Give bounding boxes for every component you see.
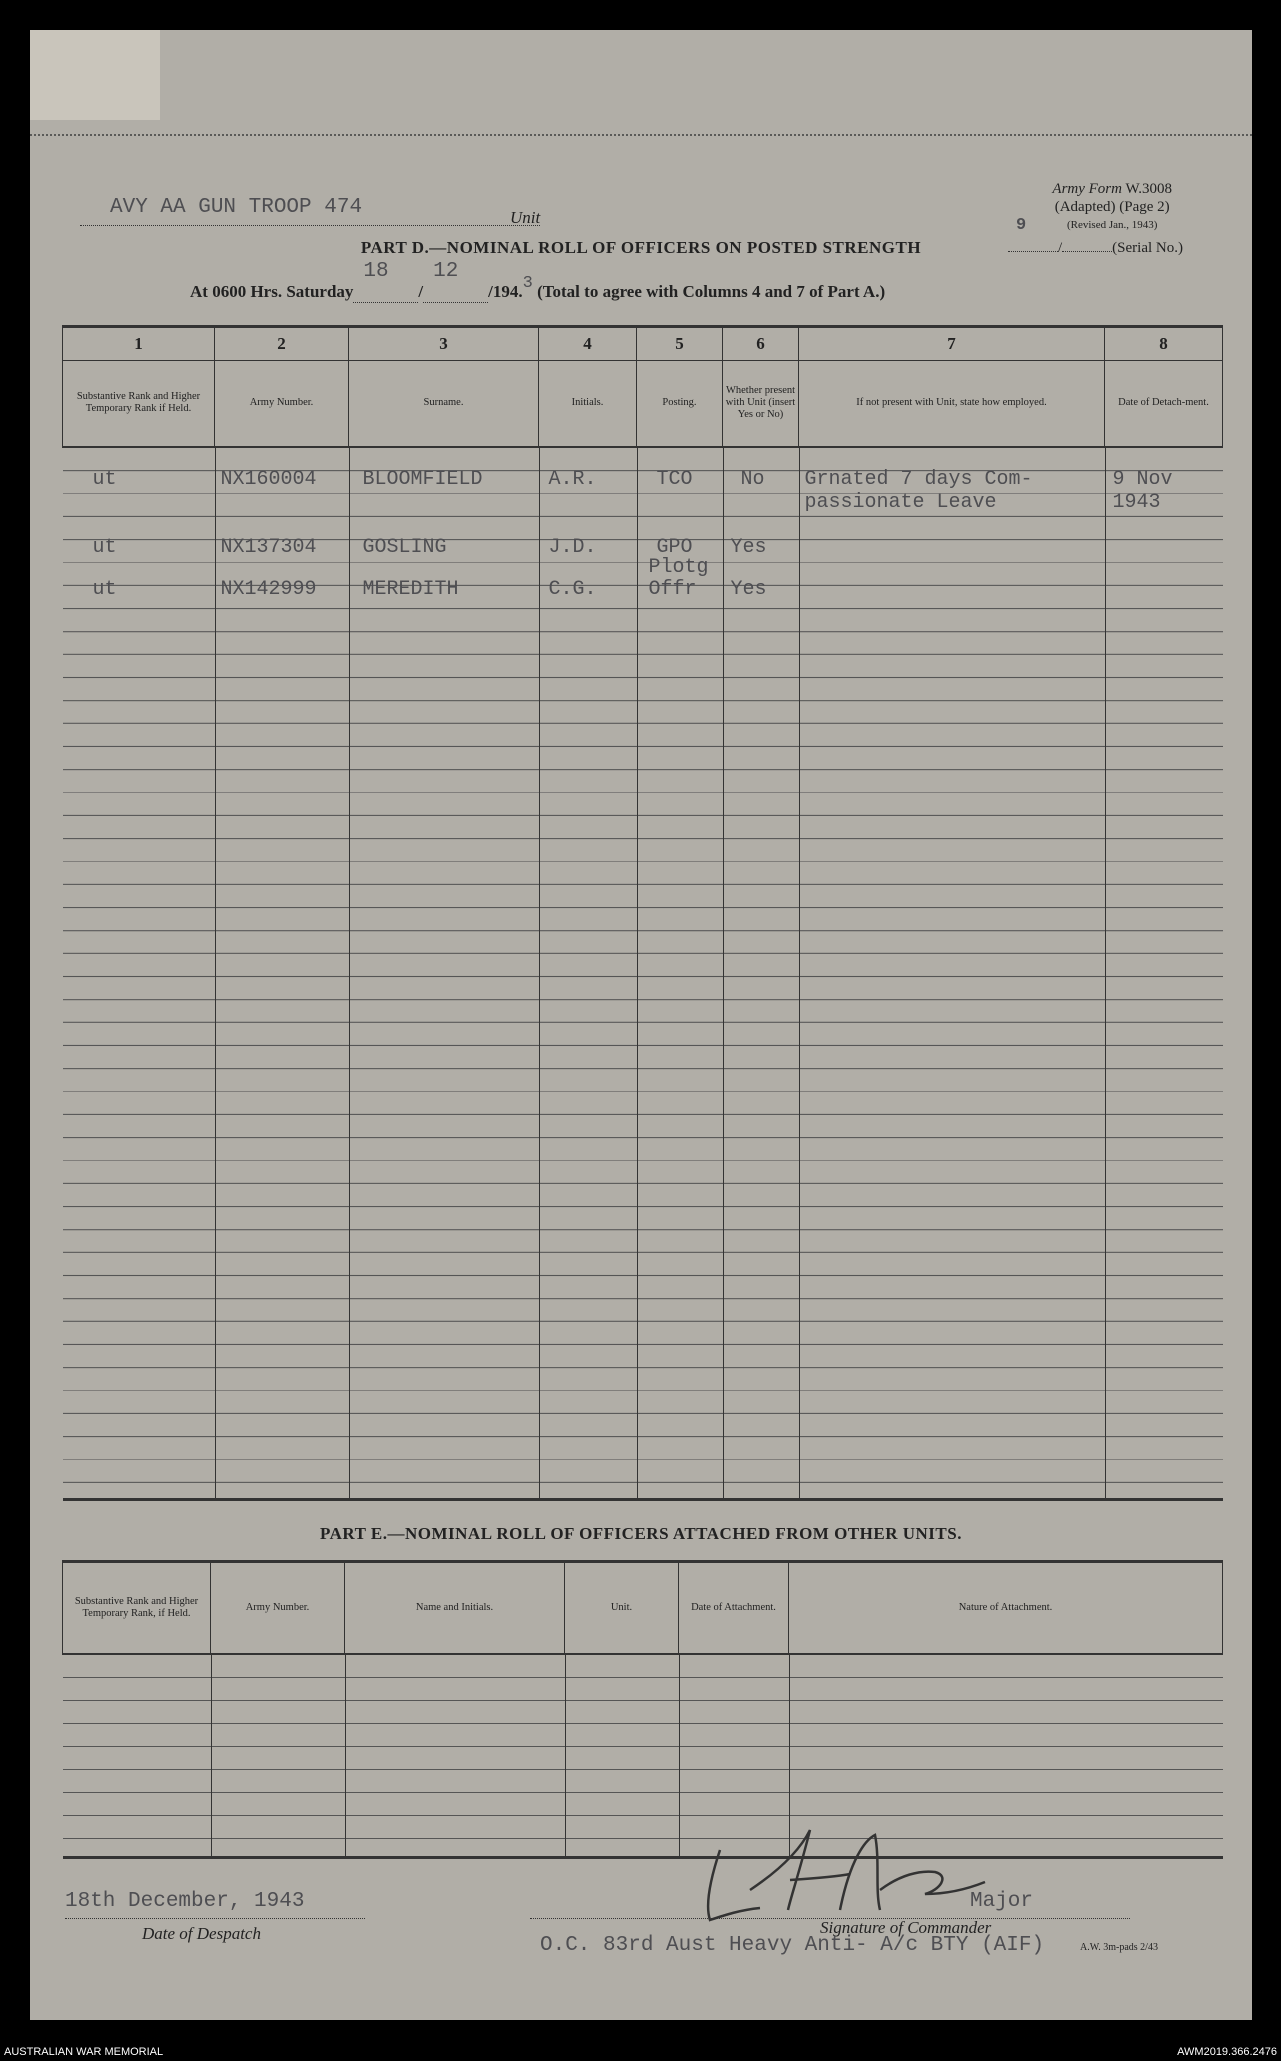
row1-initials: A.R. — [548, 467, 597, 491]
part-e-table — [62, 1560, 1223, 1859]
signature-label: Signature of Commander — [820, 1918, 992, 1937]
row3-army-number: NX142999 — [220, 577, 317, 601]
col-header-rank: Substantive Rank and Higher Temporary Rank if Held. — [63, 361, 215, 447]
form-number: W.3008 — [1125, 181, 1172, 197]
form-reference — [1052, 180, 1172, 234]
col-number-7: 7 — [799, 327, 1105, 361]
torn-corner — [30, 30, 160, 120]
row3-rank: ut — [92, 577, 117, 601]
e-col-header-attachment-date: Date of Attachment. — [679, 1562, 789, 1654]
row1-employed-line2: passionate Leave — [804, 490, 997, 514]
col-number-3: 3 — [349, 327, 539, 361]
date-year-prefix: 194. — [492, 282, 523, 301]
col-number-6: 6 — [723, 327, 799, 361]
commander-rank: Major — [970, 1890, 1034, 1913]
col-header-surname: Surname. — [349, 361, 539, 447]
col-header-initials: Initials. — [539, 361, 637, 447]
row1-present: No — [740, 467, 765, 491]
form-sheet — [30, 30, 1252, 2020]
form-adapted: (Adapted) (Page 2) — [1054, 199, 1170, 215]
col-number-1: 1 — [63, 327, 215, 361]
row2-posting-line2: Plotg — [648, 555, 709, 579]
row1-rank: ut — [92, 467, 117, 491]
part-d-body — [63, 447, 1223, 1500]
row1-army-number: NX160004 — [220, 467, 317, 491]
unit-underline — [80, 225, 540, 226]
date-year-digit: 3 — [522, 274, 533, 293]
row1-surname: BLOOMFIELD — [362, 467, 483, 491]
serial-typed: 9 — [1016, 216, 1027, 235]
row2-posting: GPO — [656, 535, 693, 559]
serial-label: (Serial No.) — [1112, 240, 1183, 256]
col-number-5: 5 — [637, 327, 723, 361]
row3-surname: MEREDITH — [362, 577, 459, 601]
col-header-present: Whether present with Unit (insert Yes or No) — [723, 361, 799, 447]
row1-employed: Grnated 7 days Com- — [804, 467, 1033, 491]
e-col-header-army-number: Army Number. — [211, 1562, 345, 1654]
commander-signature — [650, 1810, 1010, 1930]
col-header-posting: Posting. — [637, 361, 723, 447]
row3-posting: Offr — [648, 577, 697, 601]
part-d-title: PART D.—NOMINAL ROLL OF OFFICERS ON POSTED STRENGTH — [360, 238, 922, 257]
part-d-table — [62, 325, 1223, 1501]
unit-label: Unit — [510, 208, 541, 227]
oc-line: O.C. 83rd Aust Heavy Anti- A/c BTY (AIF) — [540, 1934, 1045, 1957]
row2-present: Yes — [730, 535, 767, 559]
printer-mark: A.W. 3m-pads 2/43 — [1080, 1942, 1158, 1953]
col-number-8: 8 — [1105, 327, 1223, 361]
part-e-body — [63, 1654, 1223, 1858]
perforation-line — [30, 134, 1252, 136]
col-number-2: 2 — [215, 327, 349, 361]
despatch-label: Date of Despatch — [142, 1924, 261, 1943]
e-col-header-rank: Substantive Rank and Higher Temporary Rank, if Held. — [63, 1562, 211, 1654]
form-revised: (Revised Jan., 1943) — [1066, 219, 1158, 231]
col-header-detachment-date: Date of Detach-ment. — [1105, 361, 1223, 447]
unit-typed: AVY AA GUN TROOP 474 — [110, 196, 363, 219]
row3-initials: C.G. — [548, 577, 597, 601]
e-col-header-nature: Nature of Attachment. — [789, 1562, 1223, 1654]
col-number-4: 4 — [539, 327, 637, 361]
despatch-date: 18th December, 1943 — [65, 1890, 305, 1913]
part-e-title: PART E.—NOMINAL ROLL OF OFFICERS ATTACHED FROM OTHER UNITS. — [320, 1524, 962, 1543]
despatch-underline — [65, 1918, 365, 1919]
row1-posting: TCO — [656, 467, 693, 491]
date-suffix: (Total to agree with Columns 4 and 7 of Part A.) — [537, 282, 886, 301]
form-title: Army Form — [1052, 181, 1122, 197]
date-prefix: At 0600 Hrs. Saturday — [190, 282, 354, 301]
e-col-header-unit: Unit. — [565, 1562, 679, 1654]
archive-credit: AUSTRALIAN WAR MEMORIAL — [4, 2046, 164, 2058]
e-col-header-name: Name and Initials. — [345, 1562, 565, 1654]
date-month: 12 — [433, 260, 459, 283]
part-d-date-line: At 0600 Hrs. Saturday 18 / 12 /194.3 (Total to agree with Columns 4 and 7 of Part A.) — [190, 260, 886, 301]
date-day: 18 — [363, 260, 389, 283]
col-header-employed: If not present with Unit, state how employed. — [799, 361, 1105, 447]
row2-surname: GOSLING — [362, 535, 447, 559]
col-header-army-number: Army Number. — [215, 361, 349, 447]
row2-army-number: NX137304 — [220, 535, 317, 559]
serial-field: / (Serial No.) — [1008, 240, 1183, 257]
row3-present: Yes — [730, 577, 767, 601]
row2-rank: ut — [92, 535, 117, 559]
row2-initials: J.D. — [548, 535, 597, 559]
row1-detachment-year: 1943 — [1112, 490, 1161, 514]
row1-detachment-date: 9 Nov — [1112, 467, 1173, 491]
archive-reference: AWM2019.366.2476 — [1177, 2046, 1277, 2058]
